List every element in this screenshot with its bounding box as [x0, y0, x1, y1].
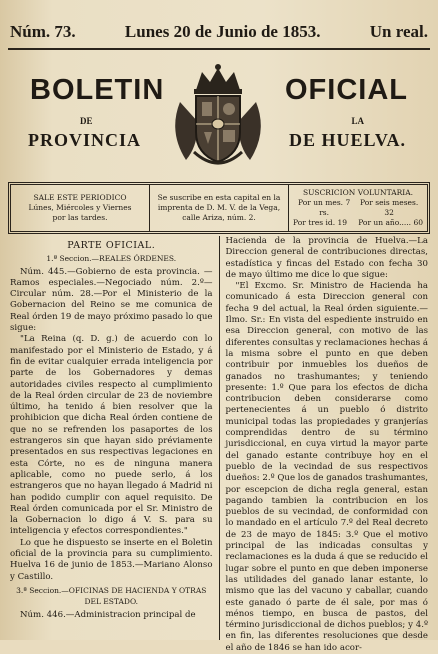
prices-title: SUSCRICION VOLUNTARIA. — [302, 188, 414, 197]
subscription-info-box — [8, 182, 430, 234]
article-paragraph: Núm. 445.—Gobierno de esta provincia. —Ramos especiales.—Negociado núm. 2.º—Circular núm. 28.—Por el Ministerio de la Gobernacion del Reino se me comunica de Real órden 19 de mayo próximo pasado lo que sigue: — [10, 266, 213, 334]
royal-coat-of-arms-icon — [158, 62, 278, 172]
left-column — [10, 236, 213, 640]
right-column — [225, 236, 428, 653]
address-line: imprenta de D. M. V. de la Vega, — [157, 203, 281, 212]
masthead-la: LA — [351, 116, 364, 126]
prices-row — [293, 218, 423, 228]
schedule-line: Lúnes, Miércoles y Viernes — [28, 203, 132, 212]
masthead-de: DE — [80, 116, 93, 126]
schedule-line: SALE ESTE PERIODICO — [33, 193, 127, 202]
price-item: Por tres id. 19 — [293, 218, 348, 227]
subscription-prices — [289, 185, 427, 231]
article-paragraph: Lo que he dispuesto se inserte en el Boletin oficial de la provincia para su cumplimiento. Huelva 16 de junio de 1853.—Mariano Alonso y Castillo. — [10, 537, 213, 582]
issue-line — [10, 22, 428, 44]
article-paragraph: "El Excmo. Sr. Ministro de Hacienda ha comunicado á esta Direccion general con fecha 9 del actual, la Real órden siguiente.—Ilmo. Sr.: En vista del espediente instruido en esa Direccion general, con motivo de las diferentes consultas y reclamaciones hechas á la misma sobre el punto en que deben contribuir por inmuebles los dueños de ganados no trashumantes; y teniendo presente: 1.º Que para los efectos de dicha contribucion deben considerarse como pertenecientes á un pueblo ó distrito municipal todas las propiedades y granjerías comprendidas dentro de su término jurisdiccional, en cuya virtud la mayor parte del ganado estante contribuye hoy en el pueblo de la vecindad de sus respectivos dueños: 2.º Que los de ganados trashumantes, por escepcion de dicha regla general, estan pagando tambien la contribucion en los pueblos de su vecindad, de conformidad con lo mandado en el artículo 7.º del Real decreto de 23 de mayo de 1845: 3.º Que el motivo principal de las indicadas consultas y reclamaciones es la duda á que se reducido el lugar sobre el punto en que deben imponerse las utilidades del ganado lanar estante, lo mismo que las del vacuno y caballar, cuando este ganado ó parte de él sale, por mas ó ménos tiempo, en busca de pastos, del término jurisdiccional de dichos pueblos; y 4.º en fin, las diferentes resoluciones que desde el año de 1846 se han ido acor- — [225, 281, 428, 653]
address-line: calle Ariza, núm. 2. — [182, 213, 256, 222]
article-columns — [10, 236, 428, 653]
issue-price: Un real. — [369, 22, 428, 41]
schedule-line: por las tardes. — [52, 213, 108, 222]
masthead-oficial: OFICIAL — [285, 74, 408, 106]
masthead-boletin: BOLETIN — [30, 74, 165, 106]
subscription-address — [150, 185, 289, 231]
address-line: Se suscribe en esta capital en la — [157, 193, 281, 202]
article-paragraph: "La Reina (q. D. g.) de acuerdo con lo manifestado por el Ministerio de Estado, y á fin de evitar cualquier errada inteligencia por parte de los Gobernadores y demas autoridades civiles respecto al cumplimiento de la Real órden circular de 23 de noviembre último, ha tenido á bien resolver que la prohibicion que dicha Real órden contiene de que no se refrenden los pasaportes de los estrangeros sin que hayan sido préviamente presentados en sus respectivas legaciones en esta Córte, no es de ninguna manera aplicable, como no puede serlo, á los estrangeros que no hayan llegado á Madrid ni han podido cumplir con aquel requisito. De Real órden comunicada por el Sr. Ministro de la Gobernacion lo digo á V. S. para su inteligencia y efectos correspondientes." — [10, 334, 213, 537]
issue-date: Lunes 20 de Junio de 1853. — [124, 22, 321, 41]
masthead-de-huelva: DE HUELVA. — [288, 130, 406, 150]
masthead-provincia: PROVINCIA — [28, 130, 142, 150]
price-item: Por un mes. 7 rs. — [298, 198, 351, 217]
masthead — [8, 58, 430, 178]
article-paragraph: Núm. 446.—Administracion principal de — [20, 609, 196, 620]
section-heading: 1.ª Seccion.—REALES ÓRDENES. — [46, 254, 177, 264]
prices-row — [293, 198, 423, 218]
price-item: Por seis meses. 32 — [360, 198, 419, 217]
issue-number: Núm. 73. — [10, 22, 76, 41]
article-paragraph: Hacienda de la provincia de Huelva.—La Direccion general de contribuciones directas, estadística y fincas del Estado con fecha 30 de mayo último me dice lo que sigue: — [225, 236, 428, 280]
column-divider — [219, 236, 220, 640]
section-heading: 3.ª Seccion.—OFICINAS DE HACIENDA Y OTRAS DEL ESTADO. — [16, 585, 207, 607]
header-rule — [8, 48, 430, 50]
price-item: Por un año..... 60 — [358, 218, 423, 227]
publication-schedule — [11, 185, 150, 231]
part-title: PARTE OFICIAL. — [67, 240, 156, 251]
